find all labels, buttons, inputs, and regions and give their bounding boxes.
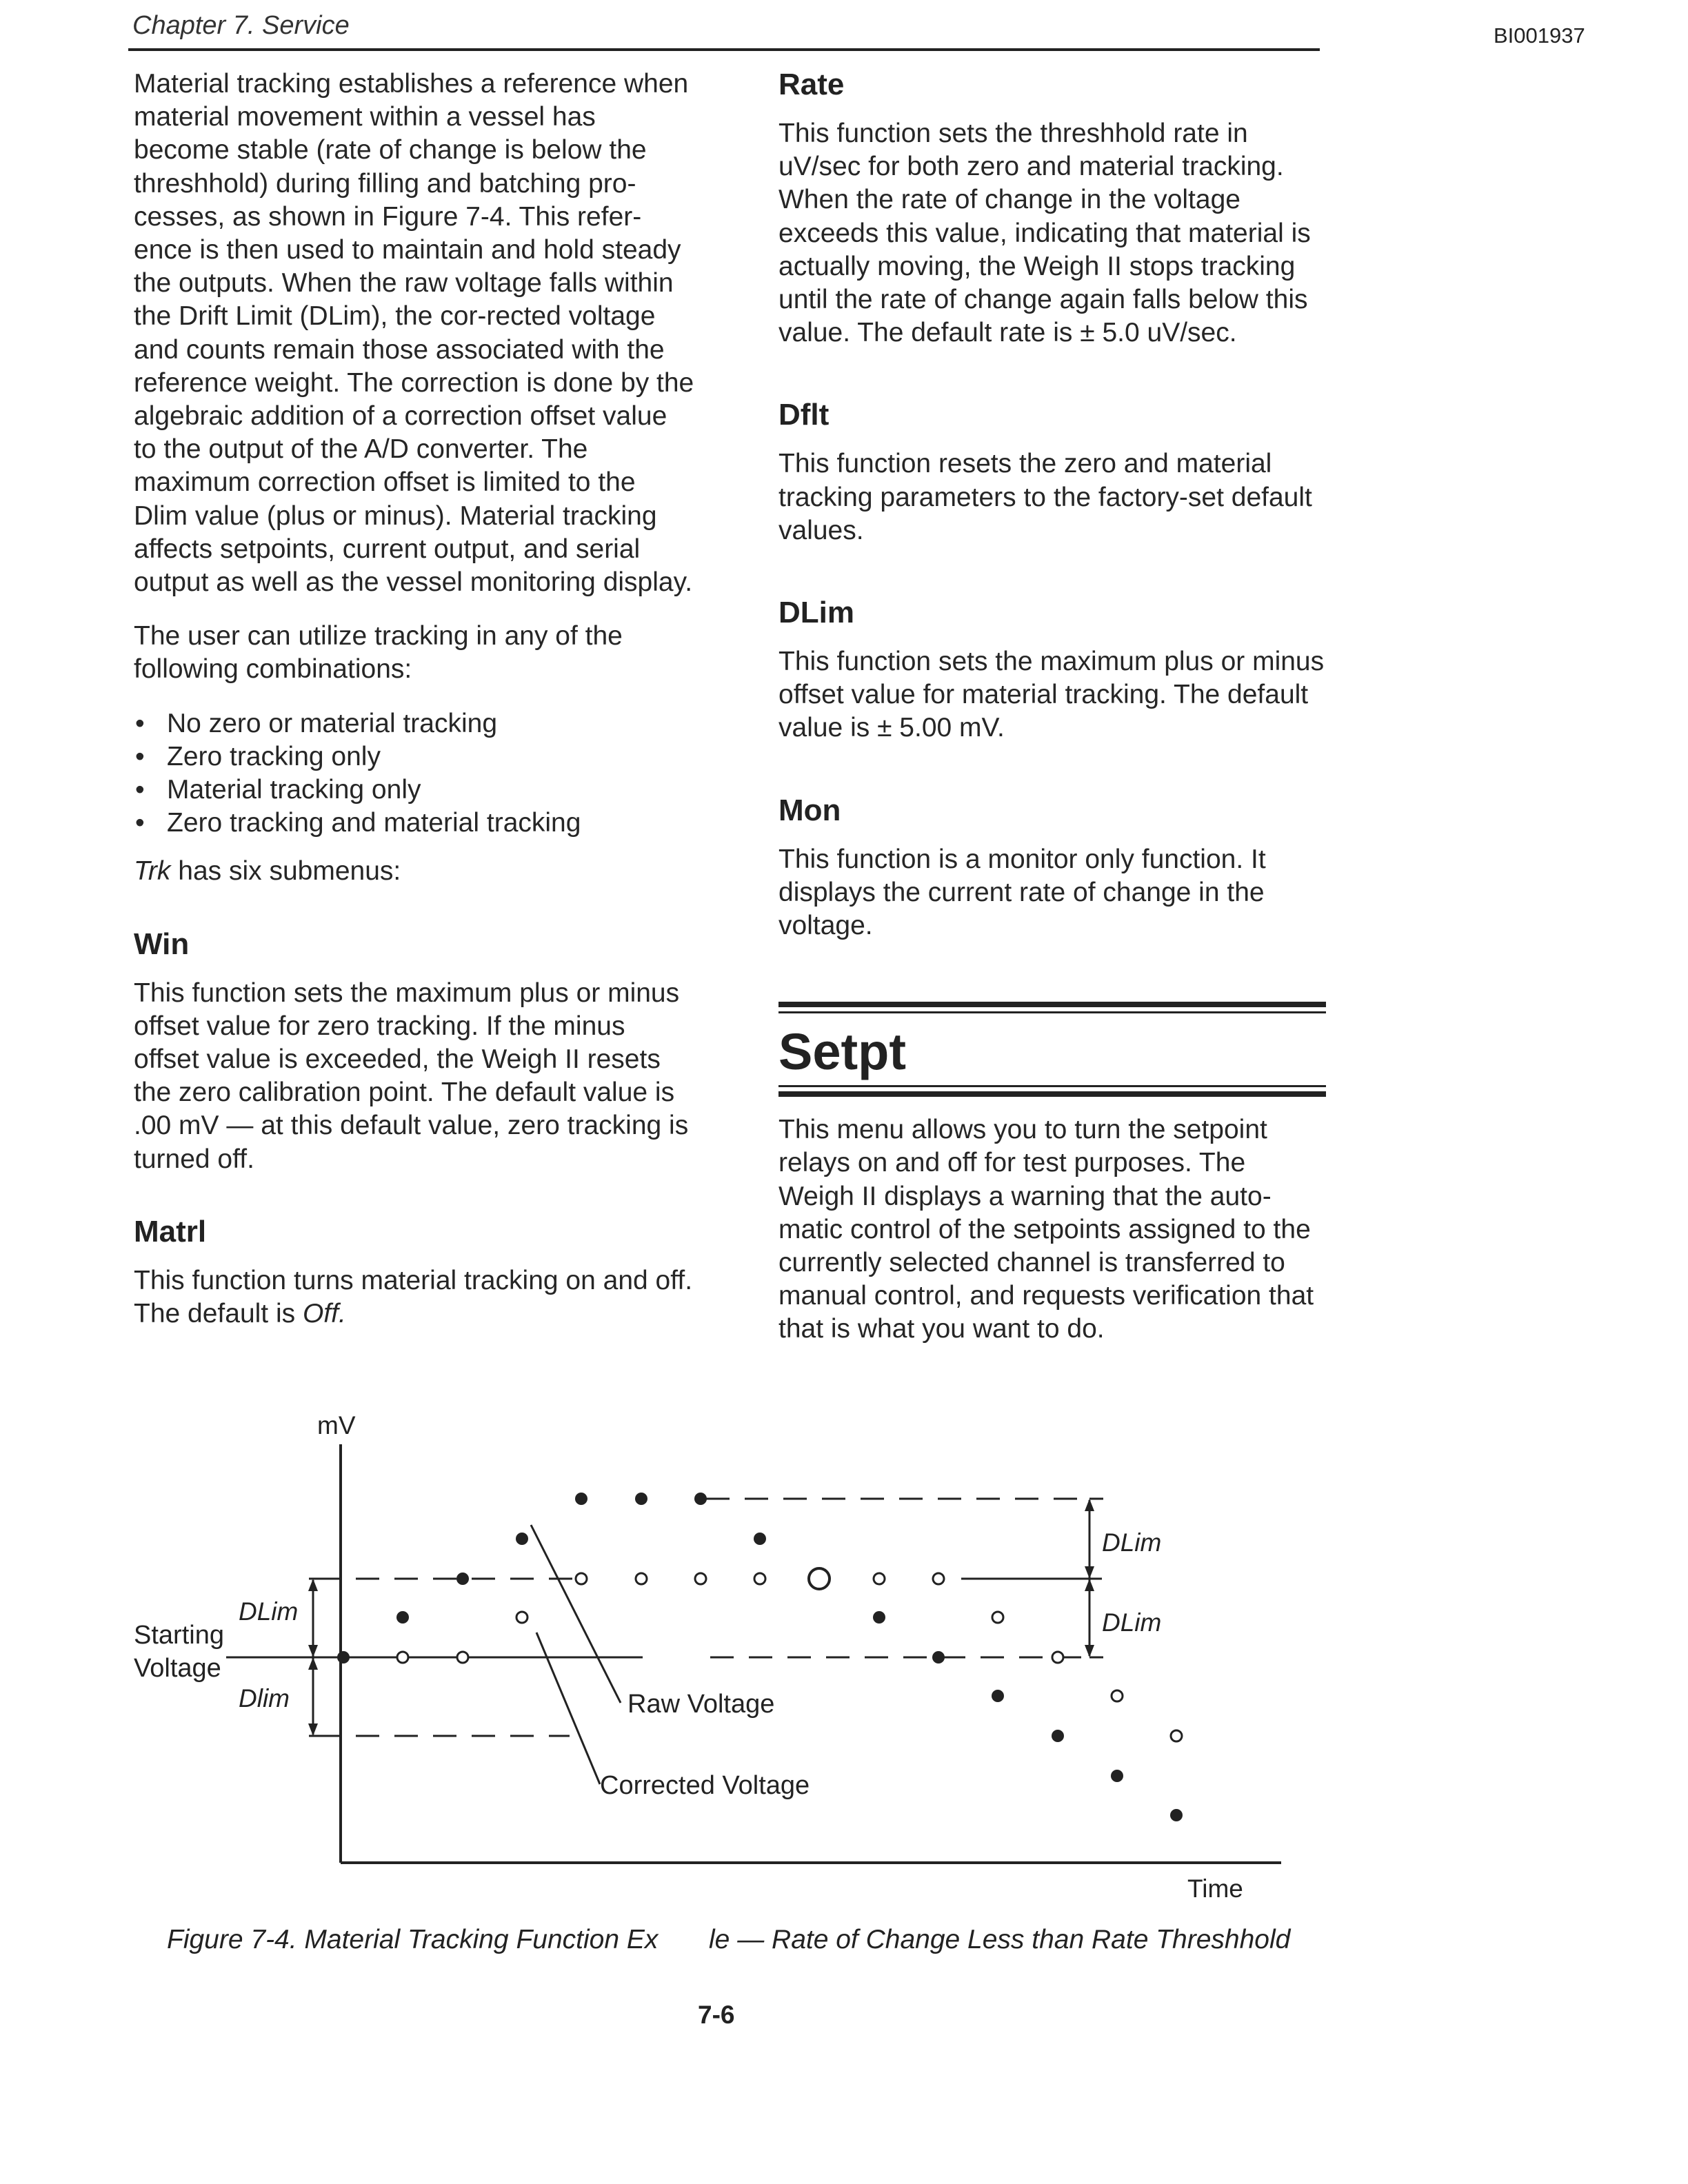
raw-point	[754, 1533, 766, 1545]
header-rule	[128, 48, 1320, 51]
raw-point	[932, 1651, 945, 1664]
starting-voltage-label-line2: Voltage	[134, 1654, 221, 1683]
corrected-point	[1112, 1690, 1123, 1701]
corrected-point	[754, 1573, 765, 1584]
dlim-lower-left-label: Dlim	[239, 1684, 290, 1712]
section-rule-top-thin	[778, 1011, 1326, 1013]
right-column	[778, 68, 1326, 1346]
corrected-point	[933, 1573, 944, 1584]
win-heading: Win	[134, 927, 190, 961]
list-item: • No zero or material tracking	[134, 707, 696, 740]
x-axis-label: Time	[1187, 1874, 1243, 1903]
corrected-point	[695, 1573, 706, 1584]
section-rule-top	[778, 1002, 1326, 1007]
dlim-upper-right-label: DLim	[1102, 1528, 1162, 1557]
left-column	[134, 68, 696, 1331]
figure-caption-part2: le — Rate of Change Less than Rate Threshhold	[709, 1925, 1291, 1954]
raw-point	[694, 1493, 707, 1505]
raw-point	[1170, 1809, 1183, 1821]
raw-point	[516, 1533, 528, 1545]
matrl-default: Off.	[302, 1299, 346, 1329]
submenus-intro-rest: has six submenus:	[170, 856, 401, 887]
raw-point	[575, 1493, 587, 1505]
corrected-point	[636, 1573, 647, 1584]
submenus-intro	[134, 855, 696, 888]
arrowhead	[1085, 1579, 1094, 1591]
coincident-point-ring	[809, 1568, 830, 1589]
corrected-voltage-leader	[536, 1632, 600, 1784]
dflt-heading: Dflt	[778, 398, 830, 432]
running-head: Chapter 7. Service	[132, 11, 350, 40]
trk-term: Trk	[134, 856, 171, 887]
raw-point	[396, 1611, 409, 1624]
arrowhead	[308, 1579, 318, 1591]
mon-text: This function is a monitor only function. It displays the current rate of change in the voltage.	[778, 844, 1266, 941]
dlim-heading: DLim	[778, 596, 854, 630]
starting-voltage-label-line1: Starting	[134, 1621, 224, 1650]
dlim-text: This function sets the maximum plus or minus offset value for material tracking. The default value is ± 5.00 mV.	[778, 647, 1325, 743]
combinations-intro: The user can utilize tracking in any of the following combinations:	[134, 621, 623, 685]
dlim-upper-left-label: DLim	[239, 1597, 299, 1626]
corrected-point	[1052, 1652, 1063, 1663]
raw-point	[992, 1690, 1004, 1702]
raw-point	[1111, 1770, 1123, 1782]
tracking-diagram	[0, 1379, 1688, 1930]
arrowhead	[308, 1723, 318, 1736]
corrected-point	[397, 1652, 408, 1663]
setpt-heading: Setpt	[778, 1023, 906, 1081]
arrowhead	[1085, 1645, 1094, 1657]
corrected-point	[457, 1652, 468, 1663]
corrected-point	[516, 1612, 528, 1623]
mon-heading: Mon	[778, 793, 841, 827]
arrowhead	[308, 1645, 318, 1657]
corrected-voltage-label: Corrected Voltage	[600, 1771, 810, 1800]
y-axis-label: mV	[317, 1411, 356, 1439]
corrected-point	[576, 1573, 587, 1584]
corrected-point	[992, 1612, 1003, 1623]
raw-point	[635, 1493, 647, 1505]
raw-point	[337, 1651, 350, 1664]
figure-caption-part1: Figure 7-4. Material Tracking Function Ex	[167, 1925, 659, 1954]
list-item: • Zero tracking only	[134, 740, 696, 774]
matrl-text-body: This function turns material tracking on and off. The default is	[134, 1265, 693, 1329]
combinations-list	[134, 707, 696, 840]
setpt-text: This menu allows you to turn the setpoint relays on and off for test purposes. The Weigh II displays a warning that the auto-matic control of the setpoints assigned to the currently selected channel is transferred to manual control, and requests verification that that is what you want to do.	[778, 1115, 1314, 1344]
tracking-figure	[0, 1379, 1688, 1930]
arrowhead	[1085, 1566, 1094, 1579]
page-number: 7-6	[698, 2001, 735, 2029]
raw-voltage-label: Raw Voltage	[627, 1690, 775, 1719]
corrected-point	[1171, 1730, 1182, 1741]
list-item: • Material tracking only	[134, 774, 696, 807]
raw-voltage-leader	[531, 1525, 621, 1703]
rate-text: This function sets the threshhold rate in uV/sec for both zero and material tracking. When the rate of change in the voltage exceeds this value, indicating that material is actually moving, the Weigh II stops tracking until the rate of change again falls below this value. The default rate is ± 5.0 uV/sec.	[778, 119, 1311, 348]
rate-heading: Rate	[778, 68, 845, 101]
raw-point	[873, 1611, 885, 1624]
document-id: BI001937	[1494, 23, 1585, 48]
section-rule-bottom-thin	[778, 1085, 1326, 1087]
raw-point	[1052, 1730, 1064, 1742]
arrowhead	[1085, 1499, 1094, 1511]
win-text: This function sets the maximum plus or minus offset value for zero tracking. If the minus offset value is exceeded, the Weigh II resets the zero calibration point. The default value is .00 mV — at this default value, zero tracking is turned off.	[134, 978, 689, 1174]
corrected-point	[874, 1573, 885, 1584]
list-item: • Zero tracking and material tracking	[134, 807, 696, 840]
dflt-text: This function resets the zero and material tracking parameters to the factory-set default values.	[778, 449, 1312, 545]
raw-point	[456, 1573, 469, 1585]
matrl-text	[134, 1264, 696, 1331]
arrowhead	[308, 1657, 318, 1670]
dlim-lower-right-label: DLim	[1102, 1608, 1162, 1637]
intro-paragraph: Material tracking establishes a reference when material movement within a vessel has become stable (rate of change is below the threshhold) during filling and batching pro-cesses, as shown in Figure 7-4. This refer-ence is then used to maintain and hold steady the outputs. When the raw voltage falls within the Drift Limit (DLim), the cor-rected voltage and counts remain those associated with the reference weight. The correction is done by the algebraic addition of a correction offset value to the output of the A/D converter. The maximum correction offset is limited to the Dlim value (plus or minus). Material tracking affects setpoints, current output, and serial output as well as the vessel monitoring display.	[134, 69, 694, 598]
matrl-heading: Matrl	[134, 1214, 207, 1248]
section-rule-bottom	[778, 1091, 1326, 1097]
